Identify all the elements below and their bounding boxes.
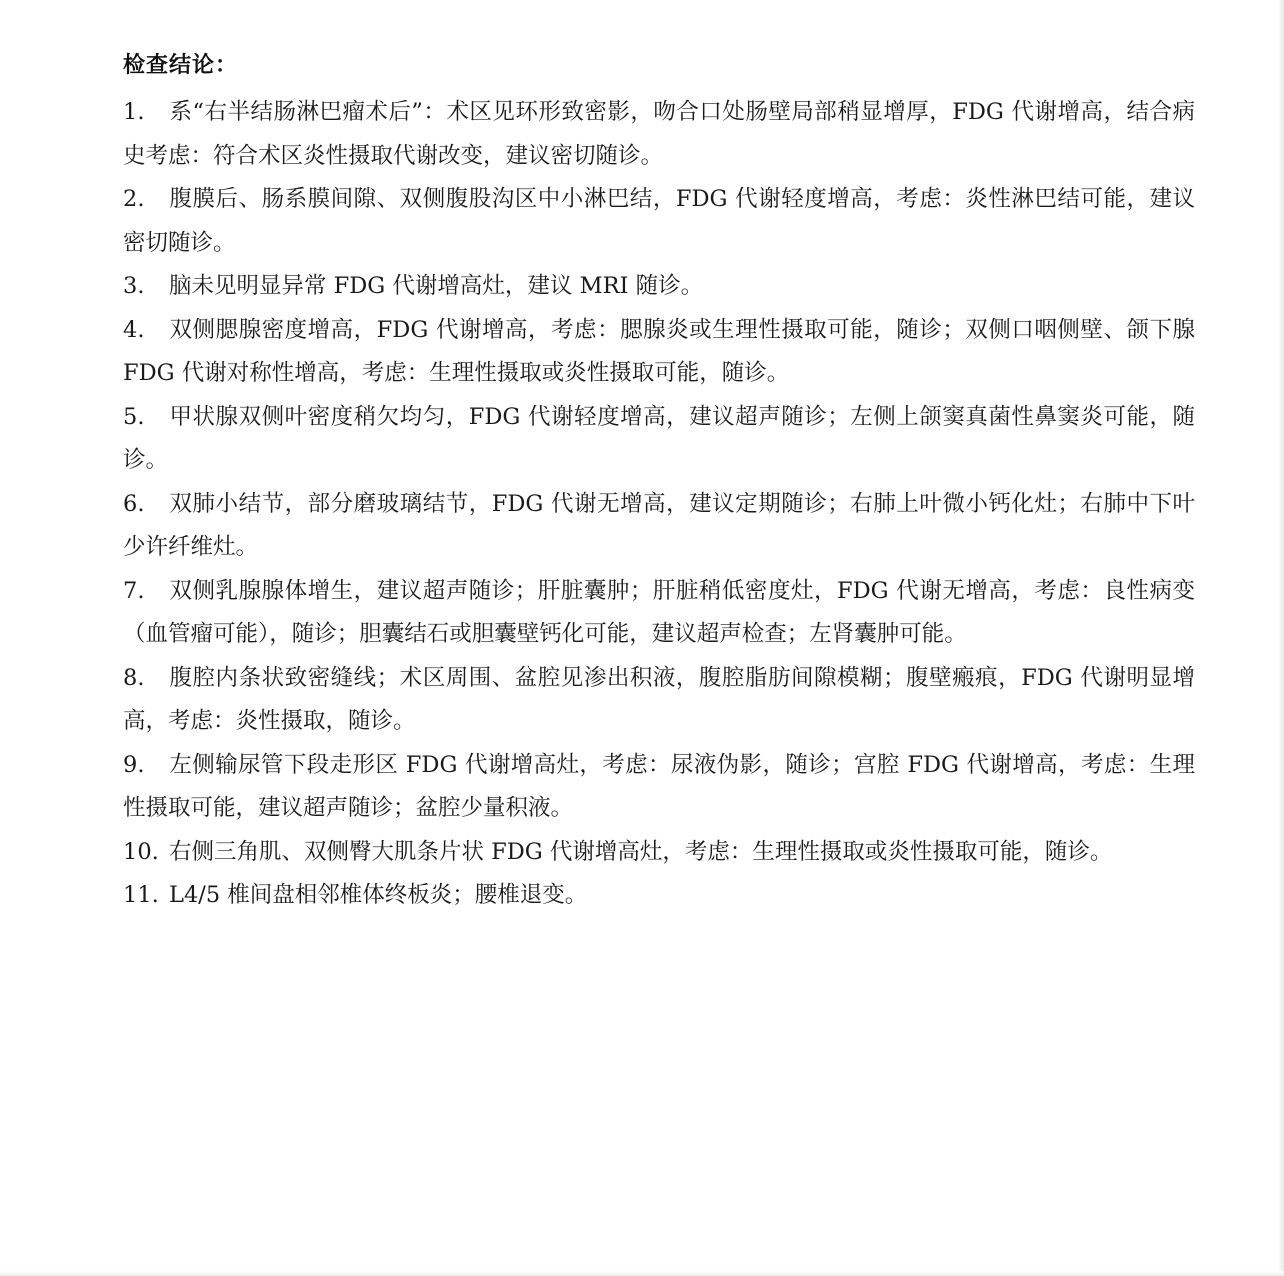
finding-text: 甲状腺双侧叶密度稍欠均匀，FDG 代谢轻度增高，建议超声随诊；左侧上颌窦真菌性鼻窦炎可能，随诊。 (123, 403, 1195, 473)
finding-text: L4/5 椎间盘相邻椎体终板炎；腰椎退变。 (169, 882, 588, 908)
page-edge-shadow-right (1278, 0, 1284, 1276)
page-edge-shadow-bottom (0, 1271, 1284, 1276)
finding-item (123, 265, 1195, 309)
finding-number: 7. (123, 577, 145, 604)
finding-item (123, 657, 1195, 744)
finding-number: 8. (123, 664, 145, 691)
finding-text: 腹腔内条状致密缝线；术区周围、盆腔见渗出积液，腹腔脂肪间隙模糊；腹壁瘢痕，FDG 代谢明显增高，考虑：炎性摄取，随诊。 (123, 664, 1195, 734)
finding-item (123, 744, 1195, 831)
finding-text: 脑未见明显异常 FDG 代谢增高灶，建议 MRI 随诊。 (169, 273, 704, 299)
findings-list (123, 91, 1195, 918)
finding-number: 10. (123, 838, 159, 865)
finding-item (123, 483, 1195, 570)
finding-item (123, 831, 1195, 875)
finding-number: 1. (123, 99, 145, 125)
finding-number: 2. (123, 186, 145, 212)
finding-number: 5. (123, 403, 145, 430)
finding-number: 6. (123, 490, 145, 517)
finding-number: 11. (123, 882, 159, 908)
finding-text: 双侧乳腺腺体增生，建议超声随诊；肝脏囊肿；肝脏稍低密度灶，FDG 代谢无增高，考虑：良性病变（血管瘤可能），随诊；胆囊结石或胆囊壁钙化可能，建议超声检查；左肾囊肿可能。 (123, 577, 1195, 647)
finding-item (123, 178, 1195, 265)
finding-item (123, 396, 1195, 483)
conclusion-heading: 检查结论： (123, 53, 239, 78)
finding-text: 双肺小结节，部分磨玻璃结节，FDG 代谢无增高，建议定期随诊；右肺上叶微小钙化灶；右肺中下叶少许纤维灶。 (123, 490, 1195, 560)
finding-number: 3. (123, 273, 145, 299)
finding-item (123, 874, 1195, 918)
finding-text: 右侧三角肌、双侧臀大肌条片状 FDG 代谢增高灶，考虑：生理性摄取或炎性摄取可能，随诊。 (169, 838, 1113, 865)
finding-item (123, 309, 1195, 396)
finding-item (123, 570, 1195, 657)
finding-text: 双侧腮腺密度增高，FDG 代谢增高，考虑：腮腺炎或生理性摄取可能，随诊；双侧口咽侧壁、颌下腺 FDG 代谢对称性增高，考虑：生理性摄取或炎性摄取可能，随诊。 (123, 316, 1195, 386)
finding-number: 4. (123, 316, 145, 343)
finding-text: 系“右半结肠淋巴瘤术后”：术区见环形致密影，吻合口处肠壁局部稍显增厚，FDG 代谢增高，结合病史考虑：符合术区炎性摄取代谢改变，建议密切随诊。 (123, 99, 1195, 169)
finding-number: 9. (123, 751, 145, 778)
finding-item (123, 91, 1195, 178)
finding-text: 左侧输尿管下段走形区 FDG 代谢增高灶，考虑：尿液伪影，随诊；宫腔 FDG 代谢增高，考虑：生理性摄取可能，建议超声随诊；盆腔少量积液。 (123, 751, 1195, 821)
finding-text: 腹膜后、肠系膜间隙、双侧腹股沟区中小淋巴结，FDG 代谢轻度增高，考虑：炎性淋巴结可能，建议密切随诊。 (123, 186, 1195, 256)
